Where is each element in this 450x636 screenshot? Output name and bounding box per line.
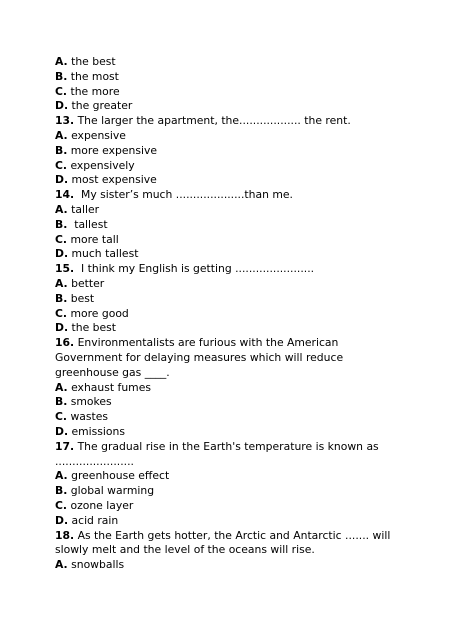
- question-13: [55, 114, 400, 129]
- option-line: [55, 499, 400, 514]
- question-number: 13.: [55, 114, 75, 128]
- option-letter: D.: [55, 247, 69, 261]
- option-letter: D.: [55, 99, 69, 113]
- option-letter: A.: [55, 469, 68, 483]
- option-letter: D.: [55, 513, 69, 527]
- question-text: Environmentalists are furious with the American Government for delaying measures which will reduce greenhouse gas ____.: [55, 336, 344, 379]
- option-line: [55, 410, 400, 425]
- option-text: most expensive: [68, 173, 157, 187]
- option-text: the best: [68, 321, 117, 335]
- option-text: the most: [67, 69, 119, 83]
- question-text: My sister’s much ....................than me.: [74, 188, 293, 202]
- option-text: expensive: [67, 128, 126, 142]
- option-text: better: [67, 276, 105, 290]
- option-letter: C.: [55, 306, 68, 320]
- option-line: [55, 99, 400, 114]
- question-number: 14.: [55, 188, 75, 202]
- option-text: smokes: [67, 395, 112, 409]
- option-text: the best: [67, 55, 116, 68]
- option-line: [55, 321, 400, 336]
- question-number: 17.: [55, 439, 75, 453]
- option-letter: B.: [55, 69, 68, 83]
- option-text: more expensive: [67, 143, 158, 157]
- option-text: taller: [67, 202, 100, 216]
- option-letter: D.: [55, 173, 69, 187]
- option-letter: B.: [55, 217, 68, 231]
- option-line: [55, 307, 400, 322]
- option-line: [55, 159, 400, 174]
- option-line: [55, 395, 400, 410]
- question-number: 16.: [55, 336, 75, 350]
- option-text: tallest: [67, 217, 108, 231]
- option-line: [55, 558, 400, 573]
- question-15: [55, 262, 400, 277]
- option-text: more tall: [67, 232, 119, 246]
- option-line: [55, 381, 400, 396]
- question-text: I think my English is getting .......................: [74, 262, 315, 276]
- option-text: expensively: [67, 158, 135, 172]
- question-text: The larger the apartment, the.................. the rent.: [74, 114, 351, 128]
- option-letter: D.: [55, 321, 69, 335]
- option-line: [55, 277, 400, 292]
- option-text: acid rain: [68, 513, 119, 527]
- option-text: best: [67, 291, 95, 305]
- option-letter: C.: [55, 410, 68, 424]
- option-line: [55, 129, 400, 144]
- option-letter: D.: [55, 424, 69, 438]
- option-line: [55, 247, 400, 262]
- option-line: [55, 144, 400, 159]
- option-letter: B.: [55, 143, 68, 157]
- question-number: 15.: [55, 262, 75, 276]
- option-line: [55, 425, 400, 440]
- option-letter: C.: [55, 232, 68, 246]
- question-list: [55, 55, 400, 573]
- option-line: [55, 484, 400, 499]
- option-text: exhaust fumes: [67, 380, 151, 394]
- option-line: [55, 514, 400, 529]
- option-letter: A.: [55, 202, 68, 216]
- option-letter: A.: [55, 128, 68, 142]
- option-text: the more: [67, 84, 120, 98]
- question-number: 18.: [55, 528, 75, 542]
- option-line: [55, 173, 400, 188]
- option-letter: C.: [55, 498, 68, 512]
- option-letter: B.: [55, 291, 68, 305]
- question-17: [55, 440, 400, 470]
- option-line: [55, 55, 400, 70]
- option-text: emissions: [68, 424, 125, 438]
- question-text: The gradual rise in the Earth's temperature is known as .......................: [55, 439, 379, 468]
- option-line: [55, 292, 400, 307]
- option-text: greenhouse effect: [67, 469, 170, 483]
- option-line: [55, 70, 400, 85]
- option-letter: C.: [55, 158, 68, 172]
- question-14: [55, 188, 400, 203]
- option-line: [55, 85, 400, 100]
- option-letter: A.: [55, 380, 68, 394]
- option-text: much tallest: [68, 247, 139, 261]
- option-text: wastes: [67, 410, 109, 424]
- option-text: ozone layer: [67, 498, 134, 512]
- option-text: snowballs: [67, 558, 125, 572]
- option-line: [55, 233, 400, 248]
- option-line: [55, 469, 400, 484]
- option-letter: A.: [55, 558, 68, 572]
- option-text: the greater: [68, 99, 133, 113]
- option-line: [55, 218, 400, 233]
- option-letter: B.: [55, 395, 68, 409]
- option-text: more good: [67, 306, 129, 320]
- question-18: [55, 529, 400, 559]
- option-text: global warming: [67, 484, 155, 498]
- option-letter: A.: [55, 55, 68, 68]
- option-line: [55, 203, 400, 218]
- option-letter: C.: [55, 84, 68, 98]
- question-text: As the Earth gets hotter, the Arctic and Antarctic ....... will slowly melt and the level of the oceans will rise.: [55, 528, 391, 557]
- option-letter: B.: [55, 484, 68, 498]
- question-16: [55, 336, 400, 380]
- option-letter: A.: [55, 276, 68, 290]
